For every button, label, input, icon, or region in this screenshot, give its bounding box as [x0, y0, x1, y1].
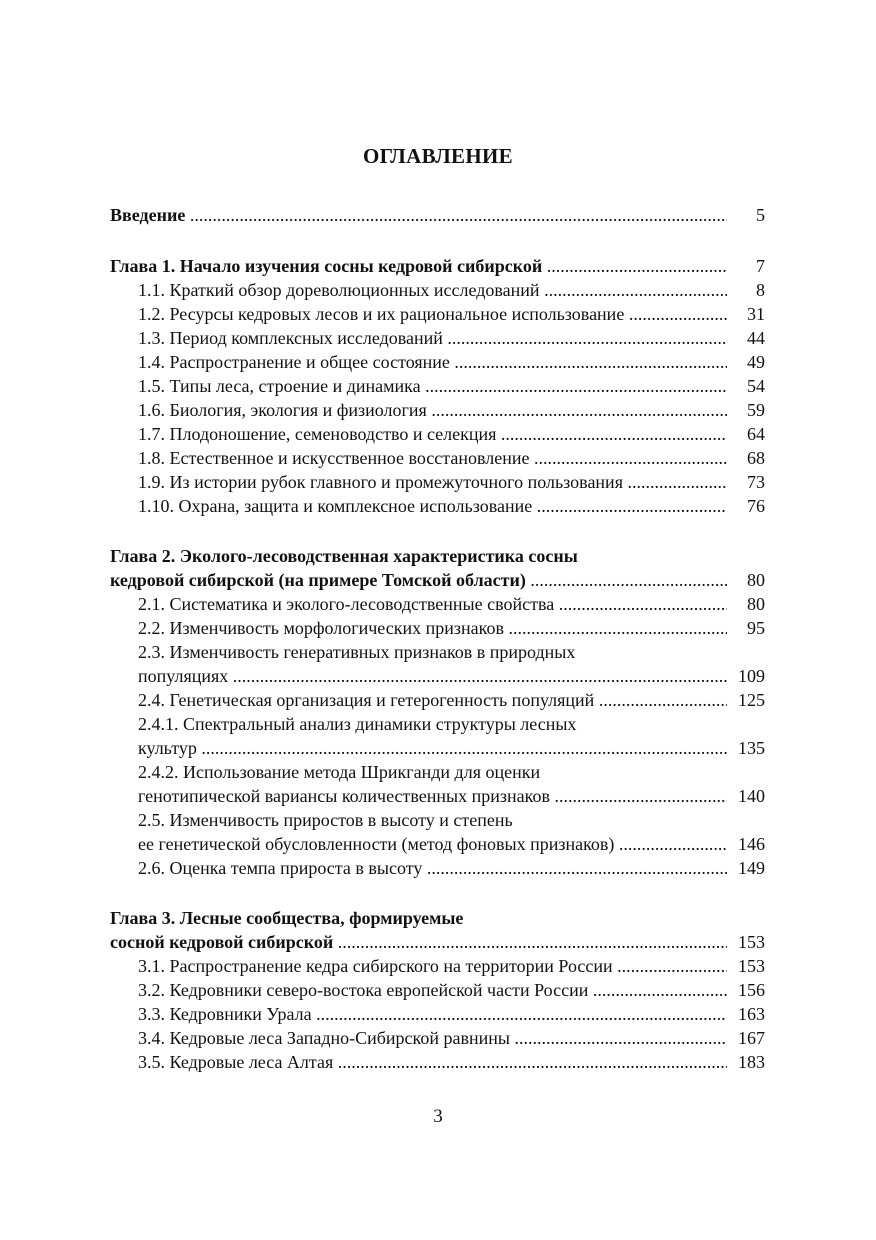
toc-entry-page: 8 — [756, 280, 765, 300]
toc-entry-page: 167 — [738, 1028, 765, 1048]
toc-entry-page: 135 — [738, 738, 765, 758]
toc-entry — [138, 278, 765, 302]
toc-entry-title: 1.8. Естественное и искусственное восстановление ..... — [138, 446, 727, 470]
toc-entry-title: 2.4.1. Спектральный анализ динамики структуры лесных — [138, 714, 577, 734]
toc-entry-title: 1.2. Ресурсы кедровых лесов и их рациональное использование ..... — [138, 302, 727, 326]
toc-entry-page: 156 — [738, 980, 765, 1000]
toc-entry — [138, 760, 765, 784]
toc-entry — [138, 784, 765, 808]
toc-entry-title: 3.1. Распространение кедра сибирского на территории России ..... — [138, 954, 727, 978]
toc-entry-title: культур ..... — [138, 736, 727, 760]
toc-entry-title: 1.7. Плодоношение, семеноводство и селекция ..... — [138, 422, 727, 446]
toc-entry — [110, 203, 765, 227]
toc-entry-page: 5 — [756, 205, 765, 225]
toc-entry-title: ее генетической обусловленности (метод фоновых признаков) ..... — [138, 832, 727, 856]
toc-entry — [138, 494, 765, 518]
toc-entry — [138, 592, 765, 616]
toc-entry-title: Глава 3. Лесные сообщества, формируемые — [110, 908, 464, 928]
toc-entry-title: 1.3. Период комплексных исследований ..... — [138, 326, 727, 350]
toc-entry — [138, 470, 765, 494]
toc-entry — [138, 808, 765, 832]
toc-entry — [110, 930, 765, 954]
toc-entry — [138, 616, 765, 640]
toc-entry-title: сосной кедровой сибирской ..... — [110, 930, 727, 954]
toc-entry-title: популяциях ..... — [138, 664, 727, 688]
toc-entry-page: 146 — [738, 834, 765, 854]
toc-entry-page: 153 — [738, 956, 765, 976]
toc-entry — [110, 544, 765, 568]
toc-entry-title: 1.4. Распространение и общее состояние ..... — [138, 350, 727, 374]
toc-entry — [138, 712, 765, 736]
toc-entry-page: 80 — [747, 570, 765, 590]
toc-entry — [138, 736, 765, 760]
toc-entry-title: 1.5. Типы леса, строение и динамика ..... — [138, 374, 727, 398]
toc-entry-title: 1.9. Из истории рубок главного и промежуточного пользования ..... — [138, 470, 727, 494]
toc-entry-title: кедровой сибирской (на примере Томской области) ..... — [110, 568, 727, 592]
toc-entry — [138, 856, 765, 880]
toc-entry-page: 73 — [747, 472, 765, 492]
toc-entry-page: 49 — [747, 352, 765, 372]
toc-entry — [138, 350, 765, 374]
toc-entry — [138, 326, 765, 350]
toc-entry — [110, 254, 765, 278]
toc-entry-page: 76 — [747, 496, 765, 516]
toc-entry-title: Глава 1. Начало изучения сосны кедровой сибирской ..... — [110, 254, 727, 278]
toc-entry-page: 31 — [747, 304, 765, 324]
toc-entry — [138, 688, 765, 712]
toc-entry — [138, 1026, 765, 1050]
toc-entry-page: 149 — [738, 858, 765, 878]
toc-entry — [138, 640, 765, 664]
toc-entry-title: 3.3. Кедровники Урала ..... — [138, 1002, 727, 1026]
toc-entry — [138, 446, 765, 470]
toc-entry — [138, 1050, 765, 1074]
toc-entry — [110, 906, 765, 930]
toc-entry-title: 2.5. Изменчивость приростов в высоту и степень — [138, 810, 513, 830]
toc-entry-page: 109 — [738, 666, 765, 686]
toc-entry-page: 64 — [747, 424, 765, 444]
toc-entry — [110, 568, 765, 592]
toc-entry-title: Глава 2. Эколого-лесоводственная характеристика сосны — [110, 546, 578, 566]
toc-entry-page: 54 — [747, 376, 765, 396]
toc-entry-title: 3.2. Кедровники северо-востока европейской части России ..... — [138, 978, 727, 1002]
toc-entry — [138, 978, 765, 1002]
toc-entry — [138, 1002, 765, 1026]
toc-entry-title: 2.2. Изменчивость морфологических признаков ..... — [138, 616, 727, 640]
toc-entry — [138, 422, 765, 446]
toc-entry — [138, 398, 765, 422]
toc-entry-title: 2.1. Систематика и эколого-лесоводственные свойства ..... — [138, 592, 727, 616]
toc-entry-title: 3.4. Кедровые леса Западно-Сибирской равнины ..... — [138, 1026, 727, 1050]
toc-entry-title: 2.4.2. Использование метода Шрикганди для оценки — [138, 762, 541, 782]
toc-entry-page: 125 — [738, 690, 765, 710]
toc-entry-page: 7 — [756, 256, 765, 276]
toc-entry-title: 2.3. Изменчивость генеративных признаков в природных — [138, 642, 576, 662]
toc-entry-page: 183 — [738, 1052, 765, 1072]
toc-entry-title: 1.6. Биология, экология и физиология ..... — [138, 398, 727, 422]
toc-entry — [138, 832, 765, 856]
page-number: 3 — [433, 1106, 443, 1127]
toc-entry-title: Введение ..... — [110, 203, 727, 227]
toc-entry-page: 44 — [747, 328, 765, 348]
toc-entry-page: 153 — [738, 932, 765, 952]
toc-entry — [138, 302, 765, 326]
toc-entry-title: 1.10. Охрана, защита и комплексное использование ..... — [138, 494, 727, 518]
toc-entry — [138, 374, 765, 398]
toc-entry-title: 3.5. Кедровые леса Алтая ..... — [138, 1050, 727, 1074]
toc-entry-page: 163 — [738, 1004, 765, 1024]
toc-entry-page: 95 — [747, 618, 765, 638]
toc-entry-title: 1.1. Краткий обзор дореволюционных исследований ..... — [138, 278, 727, 302]
toc-entry-page: 80 — [747, 594, 765, 614]
page-title: ОГЛАВЛЕНИЕ — [363, 144, 513, 168]
toc-entry-title: 2.6. Оценка темпа прироста в высоту ..... — [138, 856, 727, 880]
toc-entry-page: 59 — [747, 400, 765, 420]
toc-entry — [138, 664, 765, 688]
toc-entry-title: генотипической варианcы количественных признаков ..... — [138, 784, 727, 808]
toc-entry — [138, 954, 765, 978]
toc-entry-title: 2.4. Генетическая организация и гетерогенность популяций ..... — [138, 688, 727, 712]
toc-entry-page: 140 — [738, 786, 765, 806]
toc-entry-page: 68 — [747, 448, 765, 468]
